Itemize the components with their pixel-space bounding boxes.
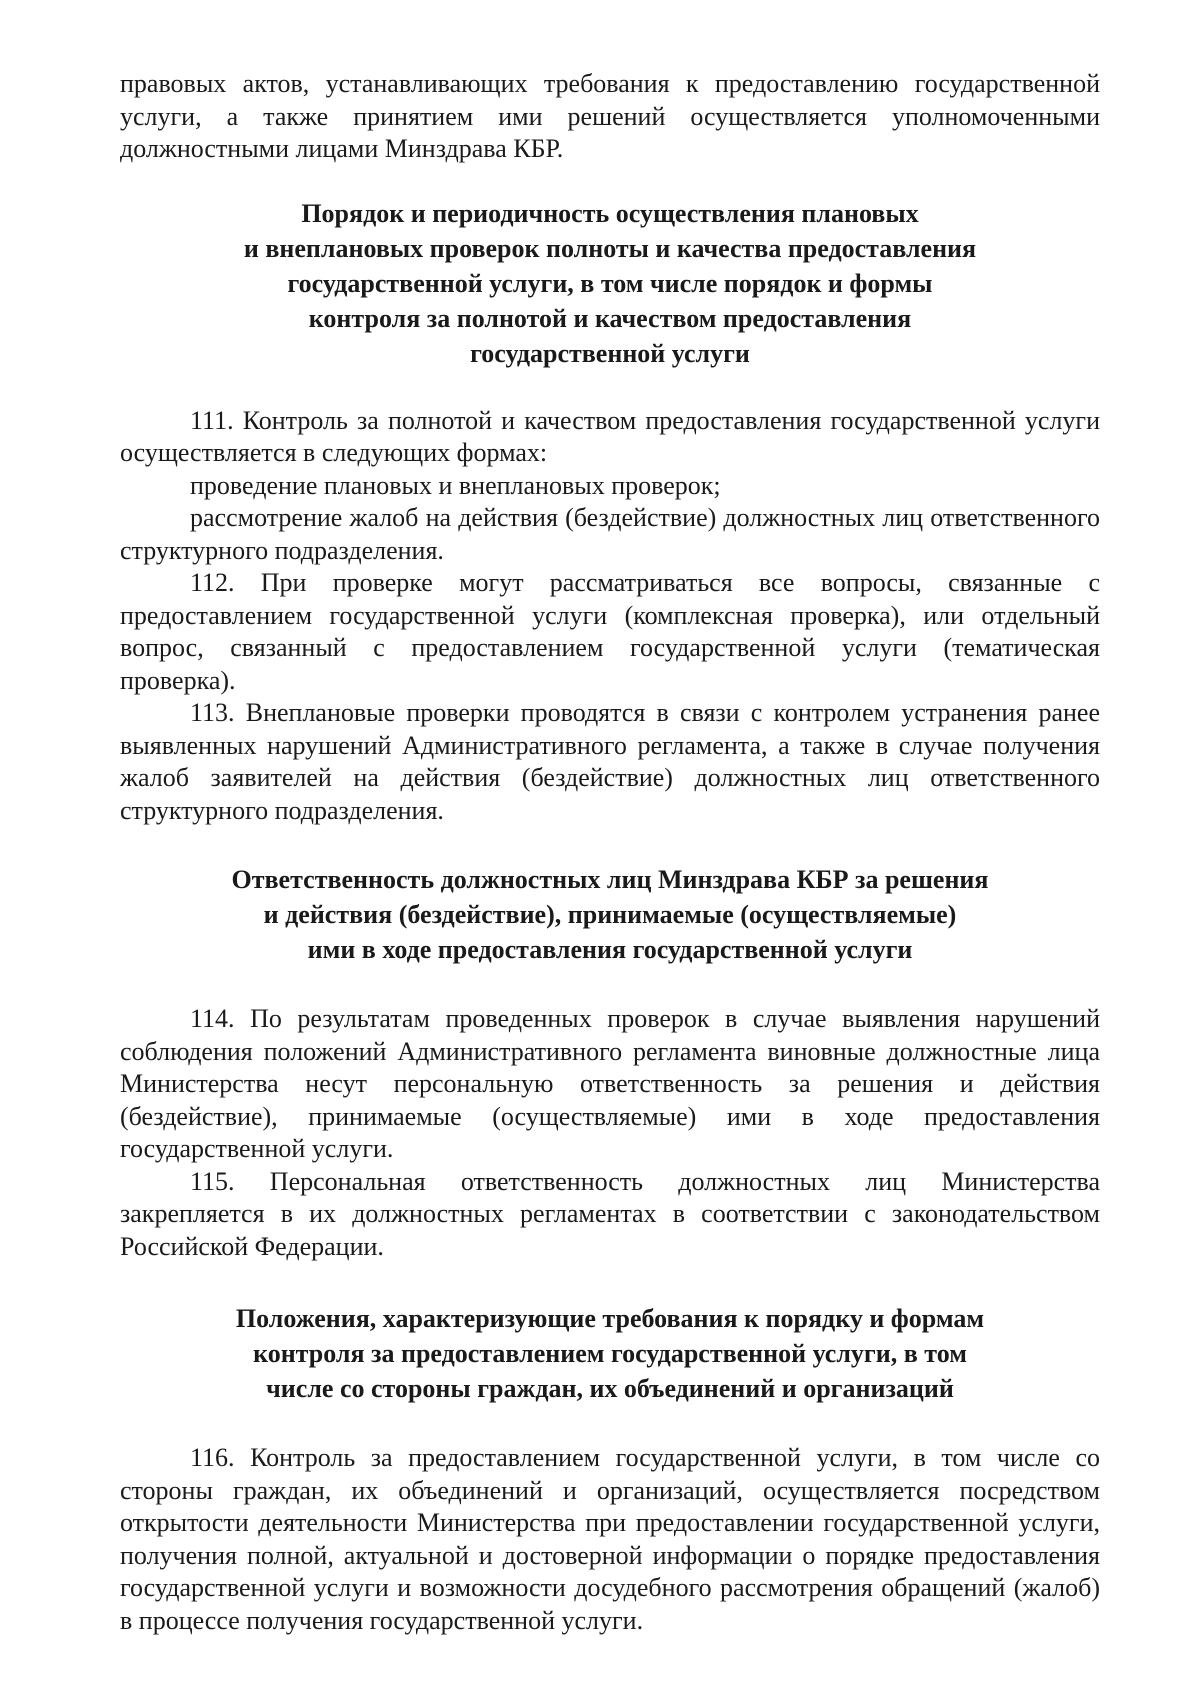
paragraph-111: 111. Контроль за полнотой и качеством предоставления государственной услуги осуществляется в следующих формах: — [120, 405, 1100, 467]
paragraph-116: 116. Контроль за предоставлением государственной услуги, в том числе со стороны граждан, их объединений и организаций, осуществляется посредством открытости деятельности Министерства при предоставлении государственной услуги, получения полной, актуальной и достоверной информации о порядке предоставления государственной услуги и возможности досудебного рассмотрения обращений (жалоб) в процессе получения государственной услуги. — [120, 1443, 1100, 1635]
heading-line: государственной услуги — [470, 338, 750, 368]
heading-line: государственной услуги, в том числе порядок и формы — [287, 268, 933, 298]
heading-line: и действия (бездействие), принимаемые (осуществляемые) — [263, 900, 957, 929]
list-item-inspections: проведение плановых и внеплановых проверок; — [190, 470, 721, 500]
list-item-complaints: рассмотрение жалоб на действия (бездействие) должностных лиц ответственного структурного подразделения. — [120, 503, 1100, 565]
section-1-heading — [120, 196, 1100, 371]
paragraph-114: 114. По результатам проведенных проверок в случае выявления нарушений соблюдения положений Административного регламента виновные должностные лица Министерства несут персональную ответственность за решения и действия (бездействие), принимаемые (осуществляемые) ими в ходе предоставления государственной услуги. — [120, 1004, 1100, 1163]
heading-line: и внеплановых проверок полноты и качества предоставления — [243, 233, 977, 263]
paragraph-113: 113. Внеплановые проверки проводятся в связи с контролем устранения ранее выявленных нарушений Административного регламента, а также в случае получения жалоб заявителей на действия (бездействие) должностных лиц ответственного структурного подразделения. — [120, 698, 1100, 825]
paragraph-112: 112. При проверке могут рассматриваться все вопросы, связанные с предоставлением государственной услуги (комплексная проверка), или отдельный вопрос, связанный с предоставлением государственной услуги (тематическая проверка). — [120, 568, 1100, 695]
section-2-heading — [120, 862, 1100, 967]
paragraph-115: 115. Персональная ответственность должностных лиц Министерства закрепляется в их должностных регламентах в соответствии с законодательством Российской Федерации. — [120, 1166, 1100, 1261]
heading-line: Порядок и периодичность осуществления плановых — [301, 198, 919, 228]
heading-line: Ответственность должностных лиц Минздрава КБР за решения — [231, 865, 989, 894]
section-3-heading — [120, 1301, 1100, 1406]
intro-paragraph: правовых актов, устанавливающих требования к предоставлению государственной услуги, а также принятием ими решений осуществляется уполномоченными должностными лицами Минздрава КБР. — [120, 69, 1100, 163]
heading-line: ими в ходе предоставления государственной услуги — [307, 935, 913, 964]
heading-line: контроля за предоставлением государственной услуги, в том — [253, 1339, 967, 1368]
heading-line: Положения, характеризующие требования к порядку и формам — [235, 1304, 985, 1333]
document-page — [120, 68, 1100, 1637]
heading-line: контроля за полнотой и качеством предоставления — [308, 303, 912, 333]
heading-line: числе со стороны граждан, их объединений и организаций — [266, 1374, 954, 1403]
